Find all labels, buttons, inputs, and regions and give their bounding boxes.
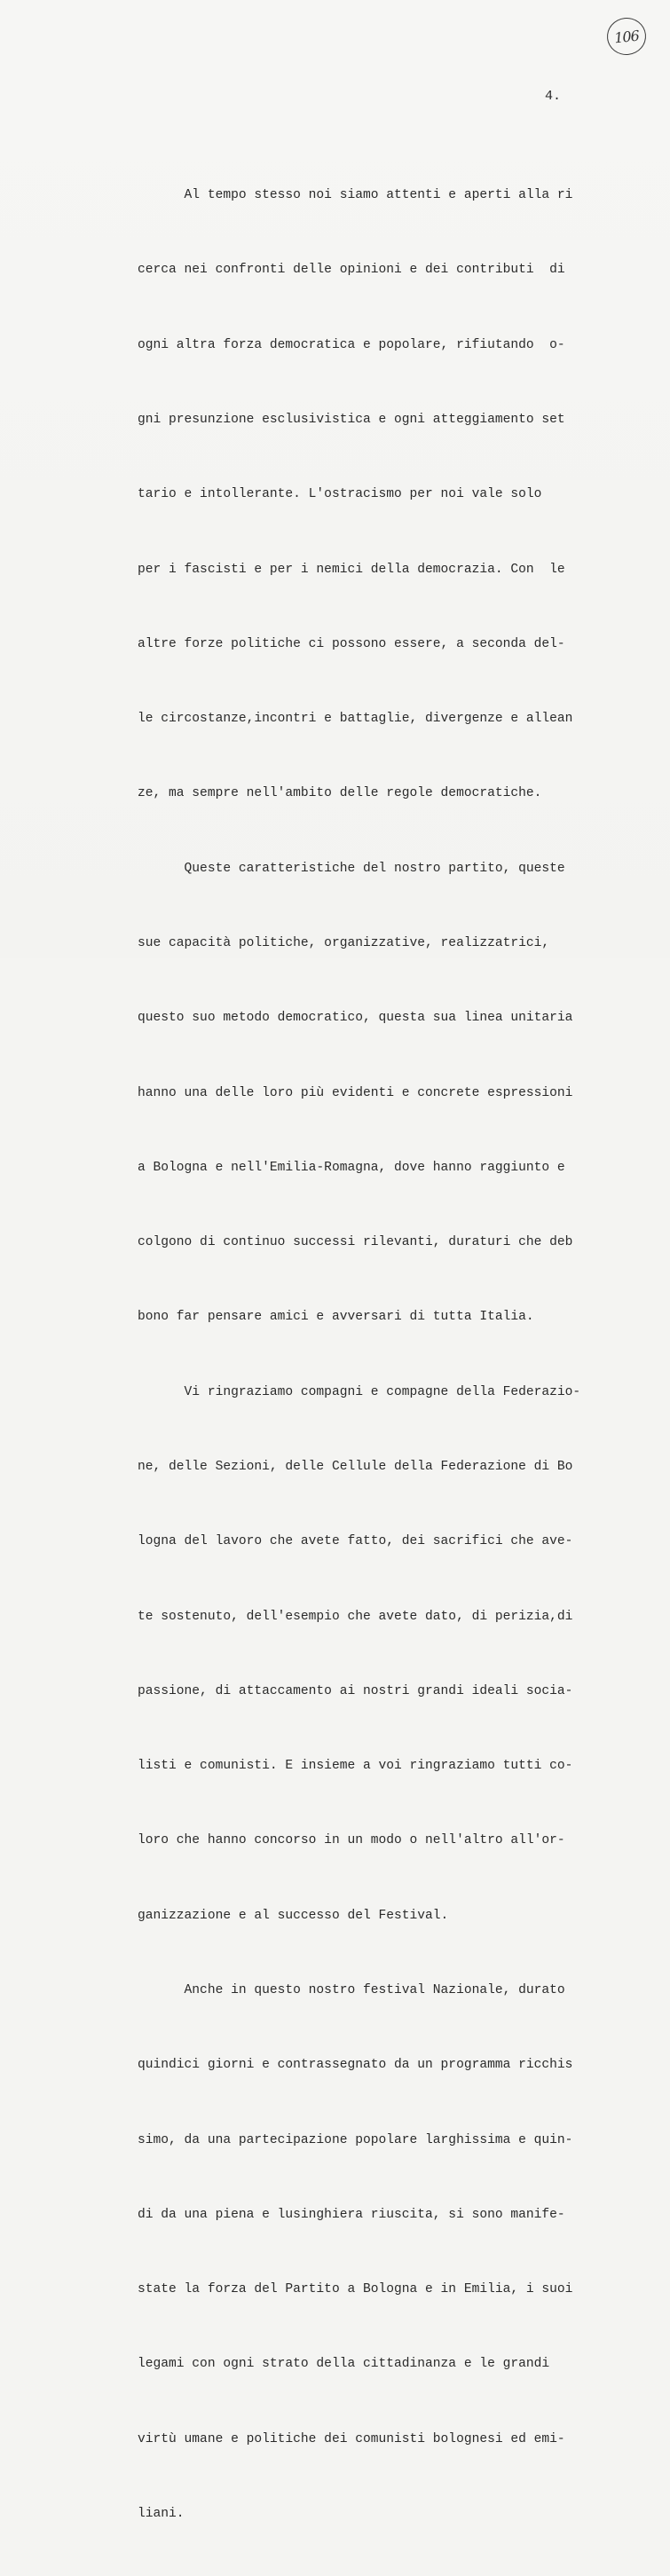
text-line: Queste caratteristiche del nostro partito, queste [138, 861, 565, 876]
archive-number-stamp [605, 16, 648, 57]
text-line: per i fascisti e per i nemici della democrazia. Con le [138, 562, 565, 577]
text-line: di da una piena e lusinghiera riuscita, si sono manife- [138, 2207, 565, 2222]
body-text [138, 133, 599, 2576]
text-line: listi e comunisti. E insieme a voi ringraziamo tutti co- [138, 1759, 573, 1774]
text-line: questo suo metodo democratico, questa sua linea unitaria [138, 1011, 573, 1026]
text-line: passione, di attaccamento ai nostri grandi ideali socia- [138, 1683, 573, 1698]
text-line: simo, da una partecipazione popolare larghissima e quin- [138, 2132, 573, 2147]
text-line: sue capacità politiche, organizzative, realizzatrici, [138, 936, 550, 950]
text-line: gni presunzione esclusivistica e ogni atteggiamento set [138, 413, 565, 428]
text-line: Vi ringraziamo compagni e compagne della Federazio- [138, 1384, 581, 1399]
text-line: logna del lavoro che avete fatto, dei sacrifici che ave- [138, 1534, 573, 1549]
text-line: loro che hanno concorso in un modo o nell'altro all'or- [138, 1833, 565, 1848]
text-line: cerca nei confronti delle opinioni e dei contributi di [138, 263, 565, 278]
text-line: te sostenuto, dell'esempio che avete dato, di perizia,di [138, 1609, 573, 1624]
stamp-number: 106 [613, 27, 640, 46]
text-line: ze, ma sempre nell'ambito delle regole democratiche. [138, 786, 542, 801]
text-line: tario e intollerante. L'ostracismo per noi vale solo [138, 487, 542, 502]
text-line: ne, delle Sezioni, delle Cellule della Federazione di Bo [138, 1459, 573, 1474]
text-line: virtù umane e politiche dei comunisti bolognesi ed emi- [138, 2431, 565, 2446]
text-line: altre forze politiche ci possono essere, a seconda del- [138, 636, 565, 651]
text-line: liani. [138, 2506, 185, 2521]
text-line: hanno una delle loro più evidenti e concrete espressioni [138, 1085, 573, 1100]
text-line: bono far pensare amici e avversari di tutta Italia. [138, 1310, 534, 1325]
text-line: Anche in questo nostro festival Nazionale, durato [138, 1982, 565, 1997]
text-line: Al tempo stesso noi siamo attenti e aperti alla ri [138, 188, 573, 203]
text-line: ganizzazione e al successo del Festival. [138, 1908, 449, 1923]
text-line: le circostanze,incontri e battaglie, divergenze e allean [138, 712, 573, 727]
text-line: quindici giorni e contrassegnato da un programma ricchis [138, 2058, 573, 2073]
text-line: ogni altra forza democratica e popolare, rifiutando o- [138, 337, 565, 352]
text-line: legami con ogni strato della cittadinanza e le grandi [138, 2357, 550, 2372]
text-line: state la forza del Partito a Bologna e in Emilia, i suoi [138, 2282, 573, 2297]
text-line: a Bologna e nell'Emilia-Romagna, dove hanno raggiunto e [138, 1160, 565, 1175]
text-line: colgono di continuo successi rilevanti, duraturi che deb [138, 1235, 573, 1250]
page-number: 4. [545, 89, 562, 104]
